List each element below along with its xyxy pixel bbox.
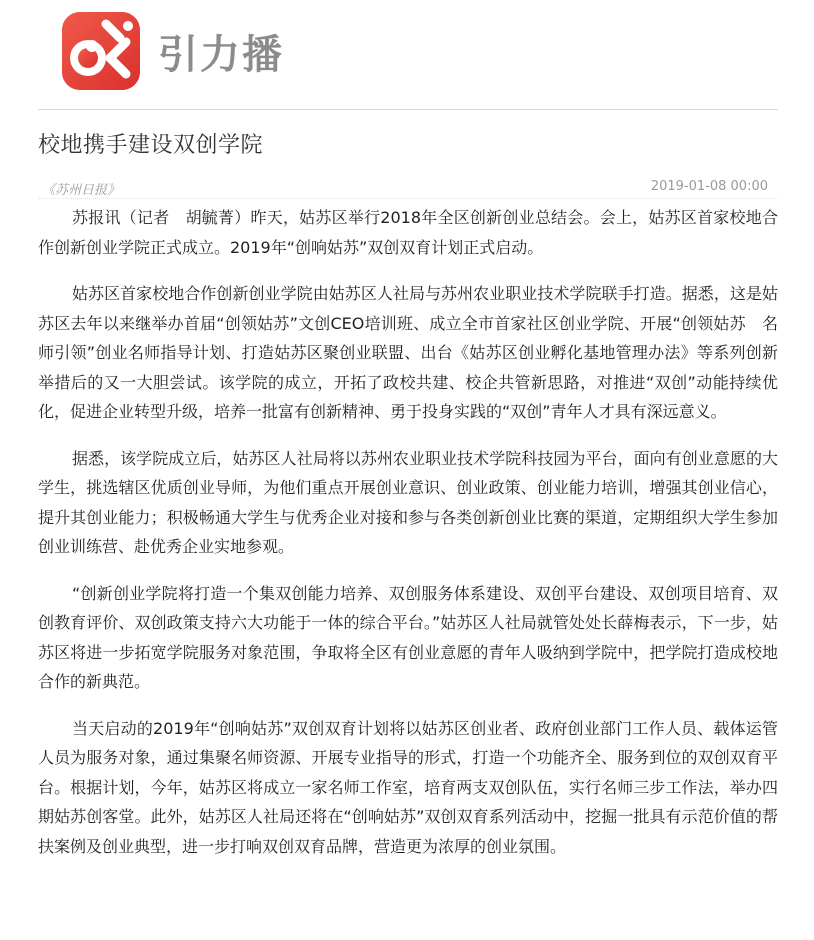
- article-paragraph: 据悉，该学院成立后，姑苏区人社局将以苏州农业职业技术学院科技园为平台，面向有创业意愿的大学生，挑选辖区优质创业导师，为他们重点开展创业意识、创业政策、创业能力培训，增强其创业信心，提升其创业能力；积极畅通大学生与优秀企业对接和参与各类创新创业比赛的渠道，定期组织大学生参加创业训练营、赴优秀企业实地参观。: [38, 448, 778, 556]
- site-logo[interactable]: [62, 12, 284, 90]
- article-date: 2019-01-08 00:00: [650, 179, 768, 194]
- article-paragraph: “创新创业学院将打造一个集双创能力培养、双创服务体系建设、双创平台建设、双创项目培育、双创教育评价、双创政策支持六大功能于一体的综合平台。”姑苏区人社局就管处处长薛梅表示，下一步，姑苏区将进一步拓宽学院服务对象范围，争取将全区有创业意愿的青年人吸纳到学院中，把学院打造成校地合作的新典范。: [38, 583, 778, 691]
- article-title: 校地携手建设双创学院: [38, 133, 264, 158]
- article-paragraph: 姑苏区首家校地合作创新创业学院由姑苏区人社局与苏州农业职业技术学院联手打造。据悉，这是姑苏区去年以来继举办首届“创领姑苏”文创CEO培训班、成立全市首家社区创业学院、开展“创领姑苏 名师引领”创业名师指导计划、打造姑苏区聚创业联盟、出台《姑苏区创业孵化基地管理办法》等系列创新举措后的又一大胆尝试。该学院的成立，开拓了政校共建、校企共管新思路，对推进“双创”动能持续优化，促进企业转型升级，培养一批富有创新精神、勇于投身实践的“双创”青年人才具有深远意义。: [38, 284, 778, 421]
- article-paragraph: 苏报讯（记者 胡毓菁）昨天，姑苏区举行2018年全区创新创业总结会。会上，姑苏区首家校地合作创新创业学院正式成立。2019年“创响姑苏”双创双育计划正式启动。: [38, 208, 778, 257]
- site-header: [38, 0, 778, 110]
- article-meta: [38, 179, 778, 199]
- logo-mark-icon: [62, 12, 140, 90]
- article: [38, 112, 778, 878]
- article-paragraph: 当天启动的2019年“创响姑苏”双创双育计划将以姑苏区创业者、政府创业部门工作人员、载体运管人员为服务对象，通过集聚名师资源、开展专业指导的形式，打造一个功能齐全、服务到位的双创双育平台。根据计划，今年，姑苏区将成立一家名师工作室，培育两支双创队伍，实行名师三步工作法，举办四期姑苏创客堂。此外，姑苏区人社局还将在“创响姑苏”双创双育系列活动中，挖掘一批具有示范价值的帮扶案例及创业典型，进一步打响双创双育品牌，营造更为浓厚的创业氛围。: [38, 718, 778, 856]
- article-source: 《苏州日报》: [42, 183, 121, 198]
- article-body: [38, 203, 778, 861]
- logo-wordmark: 引力播: [158, 31, 284, 78]
